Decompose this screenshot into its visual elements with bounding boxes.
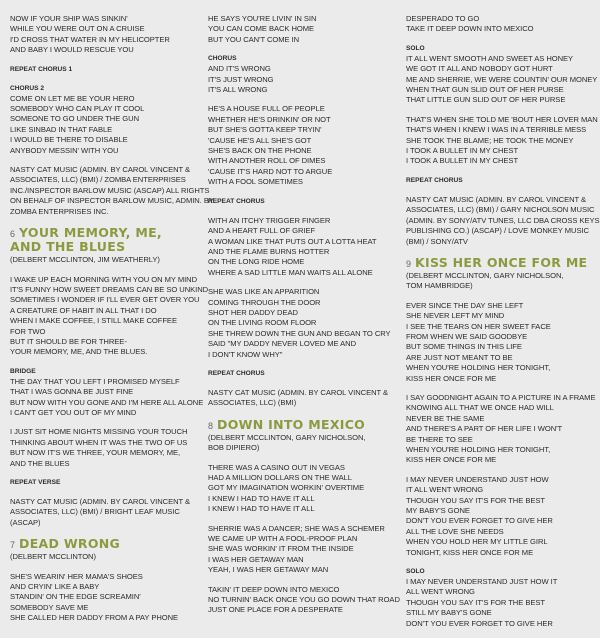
lyric-stanza [208, 216, 396, 278]
lyric-line: ASSOCIATES, LLC) (BMI) / GARY NICHOLSON MUSIC [406, 205, 595, 215]
song-title: YOUR MEMORY, ME, [19, 225, 162, 241]
lyric-line: SHERRIE WAS A DANCER; SHE WAS A SCHEMER [208, 523, 385, 533]
lyric-line: SHE'S BACK ON THE PHONE [208, 146, 312, 156]
lyric-line: HE'S A HOUSE FULL OF PEOPLE [208, 104, 325, 114]
lyric-line: BUT IT SHOULD BE FOR THREE- [10, 336, 127, 346]
lyric-stanza [10, 572, 198, 624]
lyric-stanza [406, 567, 594, 629]
lyric-stanza [10, 14, 198, 56]
lyric-stanza [208, 14, 396, 45]
lyric-line: I WAS HER GETAWAY MAN [208, 554, 304, 564]
track-number: 8 [208, 420, 214, 431]
lyric-line: SHOT HER DADDY DEAD [208, 307, 298, 317]
lyric-line: NASTY CAT MUSIC (ADMIN. BY CAROL VINCENT & [406, 194, 587, 204]
section-label: REPEAT CHORUS [208, 369, 265, 377]
lyric-line: A WOMAN LIKE THAT PUTS OUT A LOTTA HEAT [208, 236, 377, 246]
lyric-line: ASSOCIATES, LLC) (BMI) / BRIGHT LEAF MUSIC [10, 507, 180, 517]
lyric-line: NASTY CAT MUSIC (ADMIN. BY CAROL VINCENT & [10, 165, 191, 175]
lyric-line: COME ON LET ME BE YOUR HERO [10, 93, 135, 103]
lyric-line: MY BABY'S GONE [406, 506, 470, 516]
lyric-line: JUST ONE PLACE FOR A DESPERATE [208, 605, 343, 615]
lyric-line: SOMEBODY SAVE ME [10, 602, 89, 612]
song-heading [10, 537, 198, 562]
lyric-line: WHEN I MAKE COFFEE, I STILL MAKE COFFEE [10, 316, 177, 326]
lyric-line: TONIGHT, KISS HER ONCE FOR ME [406, 547, 534, 557]
lyric-line: A CREATURE OF HABIT IN ALL THAT I DO [10, 305, 157, 315]
lyric-line: SOMETIMES I WONDER IF I'LL EVER GET OVER YOU [10, 295, 200, 305]
lyric-stanza [10, 84, 198, 156]
track-number: 7 [10, 540, 16, 551]
lyric-stanza [208, 524, 396, 576]
lyric-line: 'CAUSE IT'S HARD NOT TO ARGUE [208, 166, 333, 176]
lyric-line: I WAKE UP EACH MORNING WITH YOU ON MY MIND [10, 274, 198, 284]
lyric-stanza [208, 287, 396, 360]
lyric-line: WHEN YOU HOLD HER MY LITTLE GIRL [406, 537, 548, 547]
lyric-line: ALL THE LOVE SHE NEEDS [406, 526, 504, 536]
lyric-line: SHE WAS LIKE AN APPARITION [208, 287, 320, 297]
lyric-line: ZOMBA ENTERPRISES INC. [10, 206, 109, 216]
lyric-stanza [406, 301, 594, 384]
lyric-line: FROM WHEN WE SAID GOODBYE [406, 331, 528, 341]
song-title-row [406, 256, 594, 270]
lyric-stanza [208, 584, 400, 616]
lyric-line: SHE THREW DOWN THE GUN AND BEGAN TO CRY [208, 328, 391, 338]
lyric-line: WITH AN ITCHY TRIGGER FINGER [208, 215, 331, 225]
lyric-line: 'CAUSE HE'S ALL SHE'S GOT [208, 135, 312, 145]
lyric-line: TAKIN' IT DEEP DOWN INTO MEXICO [208, 584, 340, 594]
lyric-line: I KNEW I HAD TO HAVE IT ALL [208, 493, 315, 503]
lyric-line: AND CRYIN' LIKE A BABY [10, 582, 100, 592]
lyric-line: SOMEBODY WHO CAN PLAY IT COOL [10, 104, 145, 114]
lyric-line: AND IT'S WRONG [208, 64, 271, 74]
lyric-line: GOT MY IMAGINATION WORKIN' OVERTIME [208, 483, 365, 493]
songwriter-credits [10, 255, 198, 265]
section-label-block [208, 197, 396, 207]
song-heading [208, 418, 396, 454]
lyric-line: THAT'S WHEN SHE TOLD ME 'BOUT HER LOVER MAN [406, 114, 598, 124]
lyric-stanza [10, 274, 209, 358]
lyric-line: STILL MY BABY'S GONE [406, 608, 492, 618]
lyric-stanza [406, 114, 598, 167]
section-label: BRIDGE [10, 367, 36, 375]
lyric-line: WHEN YOU'RE HOLDING HER TONIGHT, [406, 363, 551, 373]
song-heading [10, 226, 198, 265]
track-number: 6 [10, 229, 16, 240]
lyric-line: I SAY GOODNIGHT AGAIN TO A PICTURE IN A FRAME [406, 392, 596, 402]
lyric-line: ON THE LONG RIDE HOME [208, 257, 305, 267]
lyric-line: BUT SOME THINGS IN THIS LIFE [406, 342, 522, 352]
songwriter-credits [10, 552, 198, 562]
section-label-block [406, 176, 594, 186]
lyric-stanza [406, 14, 594, 35]
lyric-line: BUT NOW WITH YOU GONE AND I'M HERE ALL ALONE [10, 397, 204, 407]
lyric-line: I KNEW I HAD TO HAVE IT ALL [208, 504, 315, 514]
column-3 [406, 14, 600, 638]
lyric-line: WHETHER HE'S DRINKIN' OR NOT [208, 114, 331, 124]
lyric-line: THERE WAS A CASINO OUT IN VEGAS [208, 462, 345, 472]
lyric-line: BUT NOW IT'S WE THREE, YOUR MEMORY, ME, [10, 448, 181, 458]
lyric-line: INC./INSPECTOR BARLOW MUSIC (ASCAP) ALL RIGHTS [10, 185, 210, 195]
lyric-line: WE CAME UP WITH A FOOL-PROOF PLAN [208, 534, 358, 544]
lyric-line: TAKE IT DEEP DOWN INTO MEXICO [406, 24, 534, 34]
lyric-line: SHE NEVER LEFT MY MIND [406, 311, 505, 321]
song-title: DOWN INTO MEXICO [217, 416, 366, 432]
section-label: REPEAT VERSE [10, 479, 61, 486]
column-1 [10, 14, 214, 633]
lyric-line: AND THE BLUES [10, 458, 70, 468]
lyric-line: THAT'S WHEN I KNEW I WAS IN A TERRIBLE MESS [406, 125, 587, 135]
lyric-line: WITH ANOTHER ROLL OF DIMES [208, 156, 326, 166]
lyric-stanza [406, 44, 598, 106]
lyric-line: THOUGH YOU SAY IT'S FOR THE BEST [406, 495, 545, 505]
song-heading [406, 256, 594, 292]
lyric-line: ASSOCIATES, LLC) (BMI) / ZOMBA ENTERPRISES [10, 175, 186, 185]
section-label-block [10, 65, 198, 75]
lyric-line: NEVER BE THE SAME [406, 413, 485, 423]
lyric-line: I JUST SIT HOME NIGHTS MISSING YOUR TOUCH [10, 427, 188, 437]
lyric-line: ASSOCIATES, LLC) (BMI) [208, 398, 297, 408]
lyric-line: THAT I WAS GONNA BE JUST FINE [10, 387, 134, 397]
section-label: REPEAT CHORUS [208, 197, 265, 205]
lyric-line: SHE WAS WORKIN' IT FROM THE INSIDE [208, 544, 354, 554]
credit-line: (DELBERT MCCLINTON) [10, 552, 96, 562]
lyric-line: DESPERADO TO GO [406, 14, 480, 23]
lyric-line: I WOULD BE THERE TO DISABLE [10, 135, 128, 145]
lyric-line: IT ALL WENT SMOOTH AND SWEET AS HONEY [406, 53, 574, 63]
lyric-line: AND A HEART FULL OF GRIEF [208, 226, 316, 236]
lyric-line: KNOWING ALL THAT WE ONCE HAD WILL [406, 403, 554, 413]
song-title: DEAD WRONG [19, 536, 121, 552]
lyric-line: NASTY CAT MUSIC (ADMIN. BY CAROL VINCENT & [208, 387, 389, 397]
lyric-line: STANDIN' ON THE EDGE SCREAMIN' [10, 592, 141, 602]
lyric-line: HE SAYS YOU'RE LIVIN' IN SIN [208, 14, 317, 23]
credit-line: (DELBERT MCCLINTON, JIM WEATHERLY) [10, 255, 160, 265]
songwriter-credits [208, 433, 396, 454]
lyric-line: BE THERE TO SEE [406, 434, 473, 444]
lyric-line: I MAY NEVER UNDERSTAND JUST HOW [406, 474, 549, 484]
lyric-line: WHERE A SAD LITTLE MAN WAITS ALL ALONE [208, 267, 373, 277]
lyric-stanza [10, 497, 198, 528]
lyric-line: (BMI) / SONY/ATV [406, 236, 468, 246]
lyric-line: NO TURNIN' BACK ONCE YOU GO DOWN THAT ROAD [208, 595, 400, 605]
lyric-line: AND THE FLAME BURNS HOTTER [208, 246, 330, 256]
lyric-line: BUT SHE'S GOTTA KEEP TRYIN' [208, 125, 322, 135]
lyric-line: NOW IF YOUR SHIP WAS SINKIN' [10, 14, 128, 23]
lyric-stanza [406, 475, 594, 558]
section-label: CHORUS [208, 55, 237, 63]
song-title-continued: AND THE BLUES [10, 239, 126, 255]
lyric-line: (ASCAP) [10, 517, 41, 527]
lyric-line: WHEN THAT GUN SLID OUT OF HER PURSE [406, 85, 564, 95]
lyric-line: BUT YOU CAN'T COME IN [208, 34, 300, 44]
lyric-line: WHILE YOU WERE OUT ON A CRUISE [10, 24, 145, 34]
lyric-line: ON BEHALF OF INSPECTOR BARLOW MUSIC, ADMIN. BY [10, 196, 214, 206]
section-label-block [10, 478, 198, 488]
section-label: SOLO [406, 44, 425, 52]
song-title-row [208, 418, 396, 432]
song-title-row [10, 226, 198, 240]
lyric-line: ME AND SHERRIE, WE WERE COUNTIN' OUR MONEY [406, 74, 598, 84]
lyric-line: THAT LITTLE GUN SLID OUT OF HER PURSE [406, 95, 566, 105]
lyric-line: LIKE SINBAD IN THAT FABLE [10, 124, 113, 134]
lyric-line: WE GOT IT ALL AND NOBODY GOT HURT [406, 64, 553, 74]
credit-line: (DELBERT MCCLINTON, GARY NICHOLSON, [208, 432, 366, 442]
lyric-line: I TOOK A BULLET IN MY CHEST [406, 156, 519, 166]
column-2 [208, 14, 400, 625]
lyric-stanza [208, 54, 396, 95]
lyric-line: EVER SINCE THE DAY SHE LEFT [406, 300, 524, 310]
lyric-line: IT ALL WENT WRONG [406, 485, 484, 495]
lyric-line: I DON'T KNOW WHY" [208, 349, 283, 359]
section-label: REPEAT CHORUS [406, 176, 463, 184]
lyric-line: FOR TWO [10, 326, 46, 336]
lyric-line: I'D CROSS THAT WATER IN MY HELICOPTER [10, 34, 170, 44]
lyric-line: KISS HER ONCE FOR ME [406, 455, 497, 465]
credit-line: BOB DIPIERO) [208, 443, 260, 453]
lyric-stanza [208, 104, 396, 187]
lyric-line: I MAY NEVER UNDERSTAND JUST HOW IT [406, 577, 558, 587]
lyric-line: AND BABY I WOULD RESCUE YOU [10, 45, 134, 55]
credit-line: TOM HAMBRIDGE) [406, 281, 473, 291]
lyric-stanza [208, 463, 396, 515]
lyric-line: IT'S ALL WRONG [208, 85, 268, 95]
lyric-line: SHE CALLED HER DADDY FROM A PAY PHONE [10, 613, 179, 623]
lyric-line: WITH A FOOL SOMETIMES [208, 177, 303, 187]
lyric-stanza [10, 367, 204, 419]
song-title: KISS HER ONCE FOR ME [415, 254, 588, 270]
song-title-row [10, 537, 198, 551]
section-label: SOLO [406, 568, 425, 576]
lyric-line: (ADMIN. BY SONY/ATV TUNES, LLC DBA CROSS KEYS [406, 215, 600, 225]
lyric-line: DON'T YOU EVER FORGET TO GIVE HER [406, 516, 553, 526]
lyric-line: PUBLISHING CO.) (ASCAP) / LOVE MONKEY MUSIC [406, 226, 589, 236]
lyric-line: I CAN'T GET YOU OUT OF MY MIND [10, 407, 137, 417]
lyric-line: THE DAY THAT YOU LEFT I PROMISED MYSELF [10, 376, 180, 386]
lyric-line: KISS HER ONCE FOR ME [406, 373, 497, 383]
lyric-line: IT'S FUNNY HOW SWEET DREAMS CAN BE SO UNKIND [10, 284, 209, 294]
section-label: CHORUS 2 [10, 84, 45, 92]
section-label-block [208, 369, 396, 379]
lyric-line: DON'T YOU EVER FORGET TO GIVE HER [406, 618, 553, 628]
section-label: REPEAT CHORUS 1 [10, 65, 73, 73]
lyric-line: ANYBODY MESSIN' WITH YOU [10, 145, 119, 155]
lyric-line: I TOOK A BULLET IN MY CHEST [406, 146, 519, 156]
lyric-line: THOUGH YOU SAY IT'S FOR THE BEST [406, 597, 545, 607]
lyric-line: SOMEONE TO GO UNDER THE GUN [10, 114, 140, 124]
lyric-stanza [10, 165, 214, 217]
lyric-line: I SEE THE TEARS ON HER SWEET FACE [406, 321, 551, 331]
lyric-line: ARE JUST NOT MEANT TO BE [406, 352, 513, 362]
lyric-stanza [406, 393, 594, 466]
lyric-line: ON THE LIVING ROOM FLOOR [208, 318, 317, 328]
songwriter-credits [406, 271, 594, 292]
lyric-line: THINKING ABOUT WHEN IT WAS THE TWO OF US [10, 437, 188, 447]
lyric-line: YEAH, I WAS HER GETAWAY MAN [208, 565, 329, 575]
track-number: 9 [406, 258, 412, 269]
lyric-line: AND THERE'S A PART OF HER LIFE I WON'T [406, 424, 563, 434]
lyric-line: SHE'S WEARIN' HER MAMA'S SHOES [10, 571, 143, 581]
lyric-line: COMING THROUGH THE DOOR [208, 297, 321, 307]
lyric-line: SHE TOOK THE BLAME; HE TOOK THE MONEY [406, 135, 574, 145]
lyric-stanza [406, 194, 600, 247]
lyric-line: ALL WENT WRONG [406, 587, 475, 597]
lyric-line: YOU CAN COME BACK HOME [208, 24, 315, 34]
lyric-line: HAD A MILLION DOLLARS ON THE WALL [208, 473, 352, 482]
lyric-line: WHEN YOU'RE HOLDING HER TONIGHT, [406, 445, 551, 454]
lyric-line: IT'S JUST WRONG [208, 74, 274, 84]
lyric-line: NASTY CAT MUSIC (ADMIN. BY CAROL VINCENT & [10, 497, 191, 506]
lyric-line: SAID "MY DADDY NEVER LOVED ME AND [208, 339, 357, 349]
lyric-stanza [10, 427, 198, 469]
lyric-stanza [208, 388, 396, 409]
lyric-line: YOUR MEMORY, ME, AND THE BLUES. [10, 347, 148, 357]
credit-line: (DELBERT MCCLINTON, GARY NICHOLSON, [406, 270, 564, 280]
